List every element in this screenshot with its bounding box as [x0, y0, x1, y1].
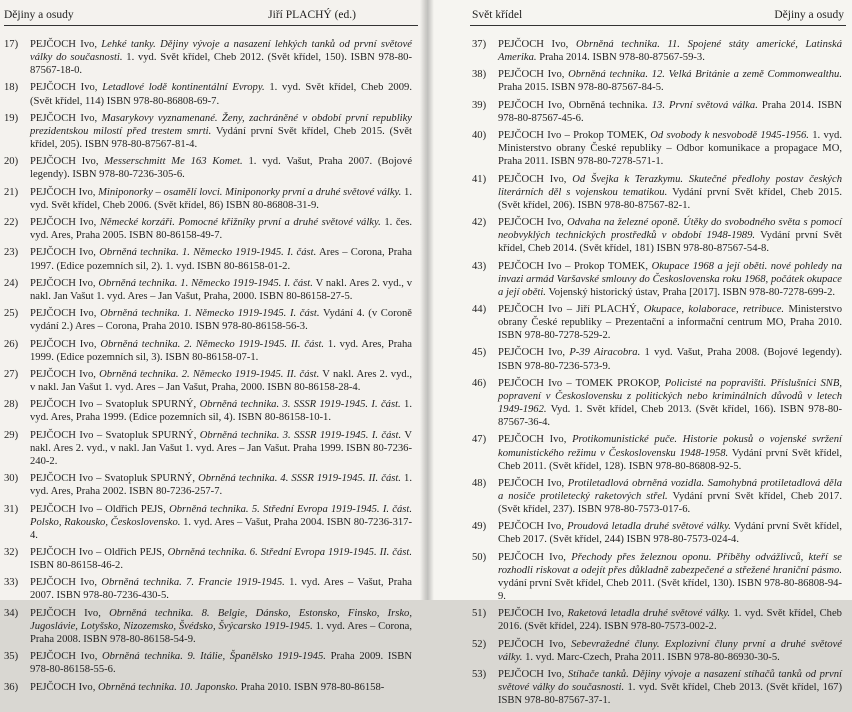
entry-number: 44)	[472, 304, 487, 315]
entry-number: 52)	[472, 638, 487, 650]
right-header-left: Svět křídel	[472, 9, 523, 21]
bibliography-entry	[472, 638, 842, 664]
entry-publication: 1. vyd. Ares, Praha 1999. (Edice pozemních sil, 4). ISBN 80-86158-10-1.	[30, 399, 412, 424]
entry-title: Protiletadlová obrněná vozidla. Samohybná protiletadlová děla a nosiče protiletecký raketových střel.	[498, 477, 842, 502]
entry-title: 13. První světová válka.	[651, 99, 758, 111]
entry-publication: 1. vyd. Svět křídel, Cheb 2012. (Svět křídel, 150). ISBN 978-80-87567-18-0.	[30, 52, 413, 77]
entry-number: 22)	[4, 217, 19, 229]
entry-author: PEJČOCH Ivo,	[498, 608, 565, 620]
entry-author: PEJČOCH Ivo,	[498, 434, 567, 446]
bibliography-entry	[4, 246, 412, 272]
entry-publication: Vydání první Svět křídel, Cheb 2014. (Svět křídel, 181) ISBN 978-80-87567-54-8.	[498, 230, 842, 255]
entry-author: PEJČOCH Ivo – Prokop TOMEK,	[498, 130, 647, 142]
bibliography-entry	[472, 551, 842, 603]
entry-title: Stíhače tanků. Dějiny vývoje a nasazení stíhačů tanků od první světové války do současnosti.	[498, 669, 842, 694]
entry-title: Obrněná technika. 6. Střední Evropa 1919-1945. II. část.	[167, 547, 412, 558]
entry-publication: 1. vyd. Svět křídel, Cheb 2006. (Svět křídel, 86) ISBN 80-86808-31-9.	[30, 186, 412, 211]
bibliography-entry	[4, 186, 412, 212]
entry-publication: V nakl. Ares 2. vyd., v nakl. Jan Vašut 1. vyd. Ares – Jan Vašut. Praha 1999. ISBN 80-7236-240-2.	[30, 429, 412, 467]
entry-publication: Vydání 4. (v Coroně vydání 2.) Ares – Corona, Praha 2010. ISBN 978-80-86158-56-3.	[30, 308, 412, 333]
entry-publication: V nakl. Ares 2. vyd., v nakl. Jan Vašut 1. vyd. Ares – Jan Vašut, Praha, 2000. ISBN 80-86158-28-4.	[30, 368, 412, 394]
entry-author: PEJČOCH Ivo – Jiří PLACHÝ,	[498, 304, 640, 315]
entry-author: PEJČOCH Ivo,	[30, 681, 96, 693]
bibliography-entry	[4, 307, 412, 333]
entry-number: 46)	[472, 377, 487, 389]
entry-publication: Praha 2014. ISBN 978-80-87567-45-6.	[498, 99, 843, 124]
entry-title: Přechody přes železnou oponu. Příběhy odvážlivců, kteří se rozhodli riskovat a odejít přes důkladně zabezpečené a střežené hraniční pásmo.	[498, 551, 843, 576]
entry-title: Obrněná technika. 3. SSSR 1919-1945. I. část.	[199, 399, 401, 411]
left-header-right: Jiří PLACHÝ (ed.)	[268, 9, 356, 21]
entry-publication: 1. vyd. Ares – Corona, Praha 2008. ISBN 978-80-86158-54-9.	[30, 620, 412, 645]
entry-title: Obrněná technika. 2. Německo 1919-1945. II. část.	[100, 338, 325, 350]
bibliography-entry	[4, 38, 412, 77]
entry-number: 17)	[4, 39, 19, 50]
left-page	[0, 0, 426, 693]
entry-publication: 1 vyd. Vašut, Praha 2008. (Bojové legendy). ISBN 978-80-7236-573-9.	[498, 347, 842, 372]
bibliography-entry	[472, 607, 842, 633]
entry-title: Policisté na popravišti. Příslušníci SNB, popravení v Československu z politických nebo kriminálních důvodů v letech 1949-1962.	[498, 377, 842, 416]
entry-title: Odvaha na železné oponě. Útěky do svobodného světa s pomocí neobvyklých technických prostředků v období 1948-1989.	[498, 217, 842, 242]
entry-publication: V nakl. Ares 2. vyd., v nakl. Jan Vašut 1. vyd. Ares – Jan Vašut, Praha, 2000. ISBN 80-86158-27-5.	[30, 277, 413, 302]
left-bibliography-list	[4, 38, 412, 698]
entry-author: PEJČOCH Ivo,	[30, 156, 99, 168]
entry-title: Obrněná technika. 1. Německo 1919-1945. I. část.	[98, 277, 313, 289]
entry-publication: Praha 2009. ISBN 978-80-86158-55-6.	[30, 651, 412, 676]
entry-publication: ISBN 80-86158-46-2.	[30, 560, 123, 572]
entry-publication: 1. vyd. Ares, Praha 1999. (Edice pozemních sil, 3). ISBN 80-86158-07-1.	[30, 338, 412, 363]
entry-title: Masarykovy vyznamenané. Ženy, zachráněné v období první republiky prezidentskou milostí před trestem smrti.	[30, 112, 412, 137]
entry-number: 49)	[472, 521, 487, 533]
left-header-rule	[4, 25, 418, 26]
entry-title: Obrněná technika. 2. Německo 1919-1945. II. část.	[99, 368, 320, 380]
entry-publication: 1. vyd. Svět křídel, Cheb 2013. (Svět křídel, 167) ISBN 978-80-87567-37-1.	[498, 682, 843, 707]
entry-author: PEJČOCH Ivo,	[30, 338, 97, 350]
bibliography-entry	[4, 277, 412, 303]
entry-title: Obrněná technika. 5. Střední Evropa 1919-1945. I. část. Polsko, Rakousko, Československo.	[30, 503, 412, 528]
bibliography-entry	[472, 173, 842, 212]
entry-number: 50)	[472, 551, 487, 563]
entry-publication: Vydání první Svět křídel, Cheb 2017. (Svět křídel, 244) ISBN 978-80-7573-024-4.	[498, 521, 842, 546]
entry-title: Okupace 1968 a její oběti. nové pohledy na invazi armád Varšavské smlouvy do Československa roku 1968, počátek okupace a její oběti.	[498, 260, 842, 298]
bibliography-entry	[472, 260, 842, 299]
entry-publication: 1. vyd. Svět křídel, Cheb 2016. (Svět křídel, 224). ISBN 978-80-7573-002-2.	[498, 608, 842, 633]
bibliography-entry	[4, 576, 412, 602]
entry-title: P-39 Airacobra.	[569, 347, 641, 359]
entry-number: 35)	[4, 651, 19, 663]
entry-number: 51)	[472, 608, 487, 620]
entry-publication: 1. vyd. Marc-Czech, Praha 2011. ISBN 978-80-86930-30-5.	[525, 651, 780, 663]
entry-author: PEJČOCH Ivo,	[498, 217, 564, 229]
entry-number: 18)	[4, 82, 19, 94]
right-header-right: Dějiny a osudy	[774, 9, 844, 21]
entry-publication: Ministerstvo obrany České republiky – Prezentační a informační centrum MO, Praha 2010. ISBN 978-80-7278-529-2.	[498, 304, 843, 342]
entry-author: PEJČOCH Ivo – Svatopluk SPURNÝ,	[30, 473, 196, 485]
entry-title: Protikomunistické puče. Historie pokusů o vojenské svržení komunistického režimu v Československu 1948-1958.	[498, 434, 842, 459]
entry-author: PEJČOCH Ivo,	[498, 638, 566, 650]
entry-publication: 1. vyd. Svět křídel, Cheb 2009. (Svět křídel, 114) ISBN 978-80-86808-69-7.	[30, 82, 412, 107]
bibliography-entry	[472, 38, 842, 64]
entry-number: 21)	[4, 186, 19, 198]
bibliography-entry	[472, 303, 842, 342]
bibliography-entry	[472, 520, 842, 546]
bibliography-entry	[4, 398, 412, 424]
bibliography-entry	[4, 81, 412, 107]
entry-title: Obrněná technika. 12. Velká Británie a země Commonwealthu.	[568, 69, 842, 81]
right-page	[426, 0, 852, 707]
entry-title: Proudová letadla druhé světové války.	[567, 521, 731, 533]
entry-number: 36)	[4, 681, 19, 693]
entry-title: Obrněná technika. 9. Itálie, Španělsko 1919-1945.	[102, 651, 326, 663]
entry-publication: 1. vyd. Ministerstvo obrany České republiky – Odbor komunikace a propagace MO, Praha 2011. ISBN 978-80-7278-571-1.	[498, 130, 843, 168]
entry-author: PEJČOCH Ivo,	[30, 112, 98, 124]
entry-number: 40)	[472, 130, 487, 142]
bibliography-entry	[472, 377, 842, 429]
entry-author: PEJČOCH Ivo – TOMEK PROKOP,	[498, 377, 661, 389]
entry-number: 47)	[472, 434, 487, 446]
entry-number: 28)	[4, 399, 19, 411]
bibliography-entry	[4, 681, 412, 694]
entry-number: 20)	[4, 156, 19, 168]
entry-author: PEJČOCH Ivo,	[30, 186, 96, 198]
entry-number: 29)	[4, 429, 19, 441]
entry-number: 31)	[4, 503, 19, 515]
entry-title: Obrněná technika. 1. Německo 1919-1945. I. část.	[100, 308, 320, 320]
entry-publication: Vydání první Svět křídel, Cheb 2017. (Svět křídel, 237). ISBN 978-80-7573-017-6.	[498, 490, 842, 516]
entry-number: 43)	[472, 260, 487, 272]
entry-author: PEJČOCH Ivo,	[30, 39, 97, 50]
entry-publication: Vydání první Svět křídel, Cheb 2011. (Svět křídel, 128). ISBN 978-80-86808-92-5.	[498, 447, 842, 472]
entry-number: 53)	[472, 669, 487, 681]
entry-title: Sebevražedné čluny. Explozivní čluny první a druhé světové války.	[498, 638, 843, 663]
entry-number: 33)	[4, 577, 19, 589]
entry-number: 45)	[472, 347, 487, 359]
entry-number: 30)	[4, 473, 19, 485]
entry-number: 38)	[472, 69, 487, 81]
entry-title: Obrněná technika. 7. Francie 1919-1945.	[101, 577, 285, 589]
entry-publication: Praha 2014. ISBN 978-80-87567-59-3.	[539, 52, 705, 64]
bibliography-entry	[4, 546, 412, 572]
bibliography-entry	[472, 668, 842, 707]
entry-publication: 1. vyd. Ares – Vašut, Praha 2007. ISBN 978-80-7236-430-5.	[30, 577, 412, 602]
bibliography-entry	[472, 216, 842, 255]
bibliography-entry	[4, 429, 412, 468]
bibliography-entry	[472, 68, 842, 94]
entry-author: PEJČOCH Ivo,	[30, 368, 96, 380]
entry-author: PEJČOCH Ivo – Oldřich PEJS,	[30, 503, 166, 515]
right-header-rule	[470, 25, 846, 26]
left-header-left: Dějiny a osudy	[4, 9, 74, 21]
entry-title: Obrněná technika. 11. Spojené státy americké, Latinská Amerika.	[498, 39, 843, 64]
entry-publication: Praha 2010. ISBN 978-80-86158-	[240, 681, 385, 693]
bibliography-entry	[4, 607, 412, 646]
entry-title: Lehké tanky. Dějiny vývoje a nasazení lehkých tanků od první světové války do současnosti.	[30, 39, 412, 64]
entry-author: PEJČOCH Ivo – Oldřich PEJS,	[30, 547, 165, 558]
entry-author: PEJČOCH Ivo – Prokop TOMEK,	[498, 260, 649, 272]
entry-author: PEJČOCH Ivo,	[30, 247, 96, 259]
entry-title: Messerschmitt Me 163 Komet.	[104, 156, 243, 168]
entry-title: Od Švejka k Terazkymu. Skutečné předlohy postav českých literárních děl s vojenskou tematikou.	[498, 173, 842, 198]
bibliography-entry	[4, 155, 412, 181]
entry-publication: Vyd. 1. Svět křídel, Cheb 2013. (Svět křídel, 166). ISBN 978-80-87567-36-4.	[498, 404, 842, 429]
entry-number: 24)	[4, 277, 19, 289]
entry-title: Od svobody k nesvobodě 1945-1956.	[650, 130, 809, 142]
entry-number: 26)	[4, 338, 19, 350]
bibliography-entry	[4, 112, 412, 151]
bibliography-entry	[472, 99, 842, 125]
entry-title: Okupace, kolaborace, retribuce.	[643, 304, 785, 315]
entry-author: PEJČOCH Ivo,	[30, 82, 98, 94]
entry-author: PEJČOCH Ivo,	[498, 477, 565, 489]
entry-number: 37)	[472, 39, 487, 50]
entry-number: 42)	[472, 217, 487, 229]
entry-author: PEJČOCH Ivo,	[498, 173, 567, 185]
entry-publication: Ares – Corona, Praha 1997. (Edice pozemních sil, 2). 1. vyd. ISBN 80-86158-01-2.	[30, 247, 413, 272]
entry-publication: 1. vyd. Vašut, Praha 2007. (Bojové legendy). ISBN 978-80-7236-305-6.	[30, 156, 413, 181]
entry-publication: vydání první Svět křídel, Cheb 2011. (Svět křídel, 130). ISBN 978-80-86808-94-9.	[498, 577, 842, 602]
entry-number: 34)	[4, 607, 19, 619]
entry-author: PEJČOCH Ivo,	[30, 308, 97, 320]
bibliography-entry	[472, 129, 842, 168]
entry-number: 32)	[4, 547, 19, 558]
entry-number: 27)	[4, 368, 19, 380]
entry-author: PEJČOCH Ivo,	[498, 669, 565, 681]
entry-author: PEJČOCH Ivo,	[30, 277, 96, 289]
entry-number: 48)	[472, 477, 487, 489]
entry-author: PEJČOCH Ivo, Obrněná technika.	[498, 99, 648, 111]
entry-number: 39)	[472, 99, 487, 111]
entry-publication: 1. čes. vyd. Ares, Praha 2005. ISBN 80-86158-49-7.	[30, 217, 413, 242]
entry-author: PEJČOCH Ivo,	[30, 607, 101, 619]
bibliography-entry	[4, 503, 412, 542]
bibliography-entry	[4, 650, 412, 676]
entry-title: Obrněná technika. 4. SSSR 1919-1945. II. část.	[198, 473, 401, 485]
entry-author: PEJČOCH Ivo,	[498, 347, 565, 359]
bibliography-entry	[4, 472, 412, 498]
entry-number: 41)	[472, 173, 487, 185]
entry-title: Obrněná technika. 10. Japonsko.	[98, 681, 239, 693]
bibliography-entry	[472, 433, 842, 472]
entry-title: Obrněná technika. 8. Belgie, Dánsko, Estonsko, Finsko, Irsko, Jugoslávie, Lotyšsko, Nizozemsko, Švédsko, Švýcarsko 1919-1945.	[30, 607, 412, 632]
bibliography-entry	[4, 216, 412, 242]
entry-author: PEJČOCH Ivo,	[30, 217, 97, 229]
entry-publication: Vydání první Svět křídel, Cheb 2015. (Svět křídel, 206). ISBN 978-80-87567-82-1.	[498, 186, 842, 211]
entry-author: PEJČOCH Ivo,	[498, 551, 566, 563]
entry-author: PEJČOCH Ivo,	[498, 39, 569, 50]
right-bibliography-list	[472, 38, 842, 712]
entry-author: PEJČOCH Ivo,	[498, 521, 564, 533]
entry-publication: Vydání první Svět křídel, Cheb 2015. (Svět křídel, 205). ISBN 978-80-87567-81-4.	[30, 125, 412, 151]
entry-number: 19)	[4, 112, 19, 124]
entry-author: PEJČOCH Ivo – Svatopluk SPURNÝ,	[30, 429, 197, 441]
entry-publication: 1. vyd. Ares, Praha 2002. ISBN 80-7236-257-7.	[30, 473, 412, 498]
entry-publication: 1. vyd. Ares – Vašut, Praha 2004. ISBN 80-7236-317-4.	[30, 516, 413, 541]
entry-title: Miniponorky – osamělí lovci. Miniponorky první a druhé světové války.	[98, 186, 402, 198]
entry-title: Raketová letadla druhé světové války.	[567, 608, 731, 620]
entry-author: PEJČOCH Ivo,	[30, 651, 98, 663]
entry-title: Německé korzáři. Pomocné křižníky první a druhé světové války.	[99, 217, 381, 229]
entry-publication: Praha 2015. ISBN 978-80-87567-84-5.	[498, 82, 664, 94]
entry-author: PEJČOCH Ivo – Svatopluk SPURNÝ,	[30, 399, 197, 411]
entry-number: 23)	[4, 247, 19, 259]
entry-title: Letadlové lodě kontinentální Evropy.	[102, 82, 265, 94]
entry-number: 25)	[4, 308, 19, 320]
entry-title: Obrněná technika. 3. SSSR 1919-1945. I. část.	[199, 429, 402, 441]
entry-title: Obrněná technika. 1. Německo 1919-1945. I. část.	[99, 247, 317, 259]
bibliography-entry	[4, 338, 412, 364]
entry-publication: Vojenský historický ústav, Praha [2017]. ISBN 978-80-7278-699-2.	[548, 286, 836, 298]
entry-author: PEJČOCH Ivo,	[30, 577, 97, 589]
bibliography-entry	[472, 477, 842, 516]
entry-author: PEJČOCH Ivo,	[498, 69, 565, 81]
bibliography-entry	[4, 368, 412, 394]
bibliography-entry	[472, 346, 842, 372]
